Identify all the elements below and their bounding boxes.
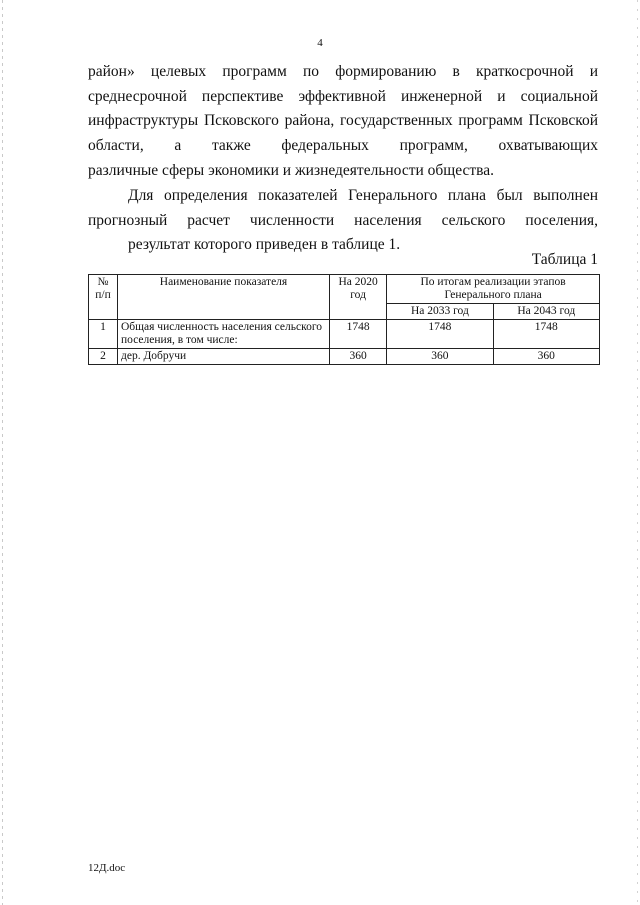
cell-num: 1 <box>89 320 118 349</box>
header-stages: По итогам реализации этапов Генерального плана <box>387 275 600 304</box>
cell-2033: 360 <box>387 349 493 365</box>
cell-num: 2 <box>89 349 118 365</box>
header-2043: На 2043 год <box>493 304 599 320</box>
population-table <box>88 274 600 365</box>
cell-2043: 360 <box>493 349 599 365</box>
cell-2033: 1748 <box>387 320 493 349</box>
paragraph-line: инфраструктуры Псковского района, государственных программ <box>88 112 523 130</box>
table-header-row <box>89 275 600 304</box>
table-caption: Таблица 1 <box>531 251 598 268</box>
cell-2020: 360 <box>330 349 387 365</box>
header-num: № п/п <box>89 275 118 320</box>
paragraph-line: район» целевых программ по формированию в краткосрочной <box>88 63 574 80</box>
paragraph-line: различные сферы экономики и жизнедеятельности общества. <box>88 161 495 179</box>
paragraph-forecast <box>88 184 598 258</box>
cell-2043: 1748 <box>493 320 599 349</box>
table-row <box>89 320 600 349</box>
paragraph-programs <box>88 60 598 184</box>
header-2020: На 2020 год <box>330 275 387 320</box>
paragraph-line: и среднесрочной перспективе эффективной инженерной и социальной <box>88 63 599 105</box>
cell-2020: 1748 <box>330 320 387 349</box>
footer-filename: 12Д.doc <box>88 862 126 874</box>
header-2033: На 2033 год <box>387 304 493 320</box>
cell-name: Общая численность населения сельского поселения, в том числе: <box>118 320 330 349</box>
scan-edge-right <box>637 0 638 905</box>
cell-name: дер. Добручи <box>118 349 330 365</box>
header-name: Наименование показателя <box>118 275 330 320</box>
paragraph-line: Для определения показателей Генерального плана был выполнен <box>128 187 598 204</box>
scan-edge-left <box>2 0 3 905</box>
table-row <box>89 349 600 365</box>
paragraph-line: прогнозный расчет численности населения сельского поселения, <box>88 211 598 229</box>
paragraph-line: результат которого приведен в таблице 1. <box>128 236 401 254</box>
page-number: 4 <box>317 37 323 49</box>
paragraph-line: Псковской области, а также федеральных программ, охватывающих <box>88 112 599 155</box>
